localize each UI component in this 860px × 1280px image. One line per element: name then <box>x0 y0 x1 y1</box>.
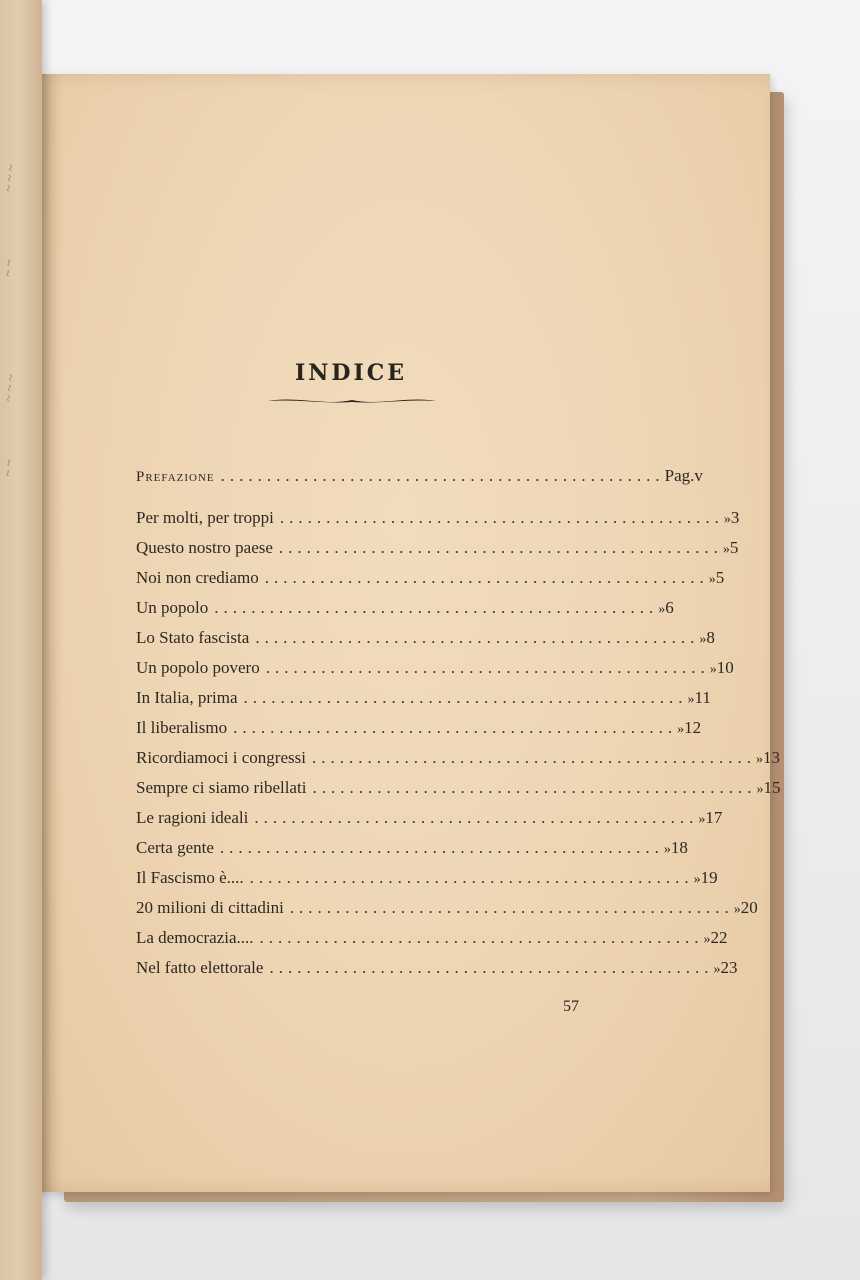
toc-entry-marker: » <box>713 962 721 977</box>
toc-entry-title: Nel fatto elettorale <box>136 958 264 977</box>
leader-dots: ................................................ <box>259 928 704 947</box>
table-of-contents <box>136 466 781 988</box>
toc-entry-page: 20 <box>740 898 758 917</box>
leader-dots: ................................................ <box>233 718 678 737</box>
toc-entry <box>136 628 715 658</box>
toc-entry-title: Un popolo povero <box>136 658 260 677</box>
toc-entry-marker: » <box>703 932 711 947</box>
toc-entry <box>136 688 711 718</box>
toc-entry-title: Ricordiamoci i congressi <box>136 748 306 767</box>
toc-entry-title: Per molti, per troppi <box>136 508 274 527</box>
toc-entry <box>136 808 723 838</box>
toc-entry-marker: » <box>708 572 716 587</box>
toc-entry-page: 22 <box>710 928 728 947</box>
leader-dots: ................................................ <box>255 628 700 647</box>
toc-entry-title: La democrazia.... <box>136 928 254 947</box>
ornament-divider <box>266 394 438 408</box>
toc-entry-marker: » <box>698 812 706 827</box>
toc-entry-page: 17 <box>705 808 723 827</box>
toc-entry-marker: » <box>709 662 717 677</box>
toc-entry-page: 10 <box>716 658 734 677</box>
toc-entry-page: v <box>694 466 703 485</box>
toc-entry <box>136 598 674 628</box>
toc-entry-title: Prefazione <box>136 469 215 485</box>
toc-entry-page: 23 <box>720 958 738 977</box>
toc-entry-marker: » <box>658 602 666 617</box>
toc-entry <box>136 568 725 598</box>
leader-dots: ................................................ <box>312 778 757 797</box>
toc-entry-page: 5 <box>715 568 725 587</box>
toc-entry-page: 11 <box>694 688 711 707</box>
toc-entry-marker: » <box>677 722 685 737</box>
toc-entry-title: Il Fascismo è.... <box>136 868 244 887</box>
toc-entry <box>136 868 718 898</box>
toc-entry-title: Noi non crediamo <box>136 568 259 587</box>
leader-dots: ................................................ <box>279 508 724 527</box>
toc-entry <box>136 538 739 568</box>
page-title: INDICE <box>294 360 408 386</box>
toc-entry-marker: » <box>723 512 731 527</box>
toc-entry-page: 19 <box>700 868 718 887</box>
toc-entry <box>136 778 781 808</box>
leader-dots: ................................................ <box>264 568 709 587</box>
toc-entry <box>136 928 728 958</box>
leader-dots: ................................................ <box>220 466 665 485</box>
toc-entry <box>136 658 734 688</box>
toc-entry-marker: » <box>687 692 695 707</box>
toc-entry <box>136 508 740 538</box>
toc-entry-marker: » <box>733 902 741 917</box>
toc-entry-title: Il liberalismo <box>136 718 228 737</box>
toc-entry-title: Certa gente <box>136 838 214 857</box>
toc-entry <box>136 898 758 928</box>
toc-entry-page: 18 <box>670 838 688 857</box>
toc-entry-page: 13 <box>762 748 780 767</box>
toc-entry-marker: » <box>756 782 764 797</box>
toc-entry-prefazione <box>136 466 703 496</box>
toc-entry <box>136 718 702 748</box>
toc-page-label: Pag. <box>664 466 695 485</box>
toc-entry-page: 15 <box>763 778 781 797</box>
toc-entry-title: In Italia, prima <box>136 688 238 707</box>
toc-entry <box>136 958 738 988</box>
left-page-bleed-text: ~ ~ ~ ~ ~ ~ ~ ~ ~ ~ <box>0 163 19 478</box>
toc-entry-marker: » <box>722 542 730 557</box>
toc-entry-title: Sempre ci siamo ribellati <box>136 778 307 797</box>
toc-entry <box>136 838 688 868</box>
toc-entry-title: Un popolo <box>136 598 209 617</box>
toc-entry-page: 6 <box>665 598 674 617</box>
toc-entry <box>136 748 780 778</box>
leader-dots: ................................................ <box>219 838 664 857</box>
toc-entry-marker: » <box>693 872 701 887</box>
leader-dots: ................................................ <box>249 868 694 887</box>
toc-entry-title: Questo nostro paese <box>136 538 273 557</box>
left-page-edge <box>0 0 42 1280</box>
book-page <box>36 74 781 1192</box>
toc-entry-page: 3 <box>730 508 740 527</box>
leader-dots: ................................................ <box>269 958 714 977</box>
toc-entry-marker: » <box>699 632 707 647</box>
toc-entry-page: 5 <box>729 538 739 557</box>
toc-entry-title: Le ragioni ideali <box>136 808 249 827</box>
toc-entry-page: 8 <box>706 628 715 647</box>
page-number: 57 <box>563 998 579 1015</box>
toc-entry-marker: » <box>755 752 763 767</box>
toc-entry-title: Lo Stato fascista <box>136 628 250 647</box>
toc-entry-page: 12 <box>684 718 702 737</box>
leader-dots: ................................................ <box>311 748 756 767</box>
leader-dots: ................................................ <box>278 538 723 557</box>
leader-dots: ................................................ <box>254 808 699 827</box>
leader-dots: ................................................ <box>243 688 688 707</box>
leader-dots: ................................................ <box>289 898 734 917</box>
toc-entry-title: 20 milioni di cittadini <box>136 898 284 917</box>
leader-dots: ................................................ <box>214 598 659 617</box>
leader-dots: ................................................ <box>265 658 710 677</box>
toc-entry-marker: » <box>663 842 671 857</box>
